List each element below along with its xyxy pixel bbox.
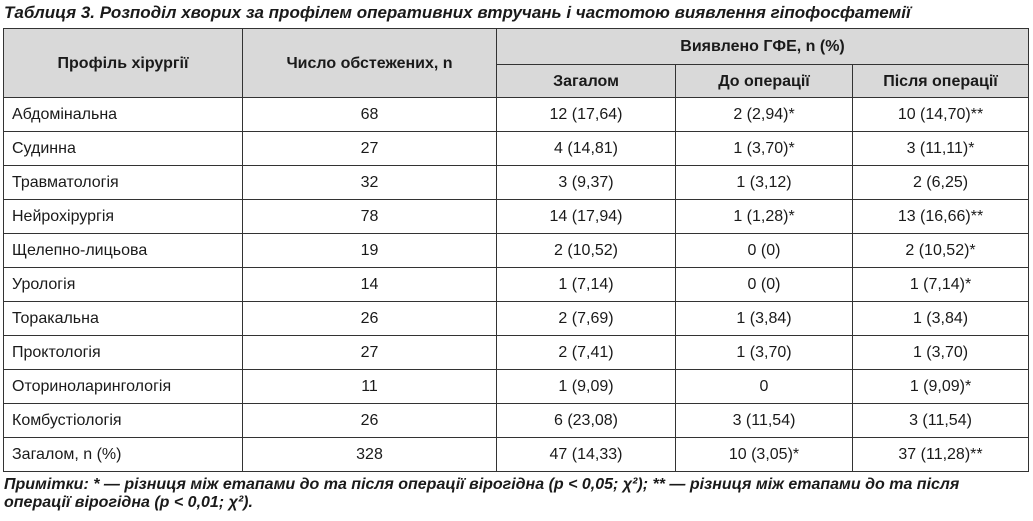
- table-notes: Примітки: * — різниця між етапами до та після операції вірогідна (p < 0,05; χ²); ** — різниця між етапами до та після операції вірогідна (p < 0,01; χ²).: [4, 476, 960, 511]
- cell-after: 3 (11,54): [853, 404, 1029, 438]
- cell-count: 68: [243, 98, 497, 132]
- hypophosphatemia-table: [3, 28, 1029, 472]
- cell-before: 0 (0): [676, 268, 853, 302]
- cell-profile: Травматологія: [4, 166, 243, 200]
- table-row: [4, 336, 1029, 370]
- table-row: [4, 370, 1029, 404]
- cell-after: 2 (10,52)*: [853, 234, 1029, 268]
- cell-profile: Загалом, n (%): [4, 438, 243, 472]
- cell-before: 1 (3,70)*: [676, 132, 853, 166]
- cell-profile: Щелепно-лицьова: [4, 234, 243, 268]
- cell-profile: Абдомінальна: [4, 98, 243, 132]
- cell-before: 10 (3,05)*: [676, 438, 853, 472]
- cell-after: 13 (16,66)**: [853, 200, 1029, 234]
- cell-after: 1 (9,09)*: [853, 370, 1029, 404]
- cell-profile: Оториноларингологія: [4, 370, 243, 404]
- cell-count: 14: [243, 268, 497, 302]
- header-profile: Профіль хірургії: [4, 29, 243, 98]
- table-row-total: [4, 438, 1029, 472]
- table-row: [4, 234, 1029, 268]
- cell-count: 26: [243, 302, 497, 336]
- cell-profile: Судинна: [4, 132, 243, 166]
- cell-before: 0: [676, 370, 853, 404]
- cell-count: 26: [243, 404, 497, 438]
- cell-after: 1 (7,14)*: [853, 268, 1029, 302]
- header-after: Після операції: [853, 65, 1029, 98]
- header-detected: Виявлено ГФЕ, n (%): [497, 29, 1029, 65]
- cell-before: 3 (11,54): [676, 404, 853, 438]
- cell-after: 1 (3,84): [853, 302, 1029, 336]
- cell-after: 1 (3,70): [853, 336, 1029, 370]
- cell-count: 328: [243, 438, 497, 472]
- cell-count: 32: [243, 166, 497, 200]
- cell-before: 1 (3,84): [676, 302, 853, 336]
- table-caption: Таблиця 3. Розподіл хворих за профілем оперативних втручань і частотою виявлення гіпофосфатемії: [4, 3, 911, 22]
- table-row: [4, 98, 1029, 132]
- cell-after: 3 (11,11)*: [853, 132, 1029, 166]
- cell-profile: Нейрохірургія: [4, 200, 243, 234]
- cell-total: 2 (7,69): [497, 302, 676, 336]
- cell-profile: Комбустіологія: [4, 404, 243, 438]
- table-row: [4, 302, 1029, 336]
- cell-profile: Урологія: [4, 268, 243, 302]
- cell-count: 27: [243, 336, 497, 370]
- cell-total: 2 (10,52): [497, 234, 676, 268]
- cell-profile: Проктологія: [4, 336, 243, 370]
- cell-total: 3 (9,37): [497, 166, 676, 200]
- cell-total: 14 (17,94): [497, 200, 676, 234]
- header-count: Число обстежених, n: [243, 29, 497, 98]
- cell-before: 1 (1,28)*: [676, 200, 853, 234]
- cell-count: 27: [243, 132, 497, 166]
- cell-total: 4 (14,81): [497, 132, 676, 166]
- cell-count: 19: [243, 234, 497, 268]
- table-row: [4, 166, 1029, 200]
- table-row: [4, 132, 1029, 166]
- cell-total: 6 (23,08): [497, 404, 676, 438]
- cell-after: 37 (11,28)**: [853, 438, 1029, 472]
- table-row: [4, 200, 1029, 234]
- cell-before: 2 (2,94)*: [676, 98, 853, 132]
- cell-count: 11: [243, 370, 497, 404]
- cell-total: 47 (14,33): [497, 438, 676, 472]
- cell-count: 78: [243, 200, 497, 234]
- cell-before: 0 (0): [676, 234, 853, 268]
- cell-total: 2 (7,41): [497, 336, 676, 370]
- header-before: До операції: [676, 65, 853, 98]
- cell-after: 10 (14,70)**: [853, 98, 1029, 132]
- cell-total: 12 (17,64): [497, 98, 676, 132]
- table-row: [4, 268, 1029, 302]
- cell-before: 1 (3,12): [676, 166, 853, 200]
- header-total: Загалом: [497, 65, 676, 98]
- table-row: [4, 404, 1029, 438]
- cell-after: 2 (6,25): [853, 166, 1029, 200]
- cell-before: 1 (3,70): [676, 336, 853, 370]
- cell-total: 1 (9,09): [497, 370, 676, 404]
- cell-profile: Торакальна: [4, 302, 243, 336]
- cell-total: 1 (7,14): [497, 268, 676, 302]
